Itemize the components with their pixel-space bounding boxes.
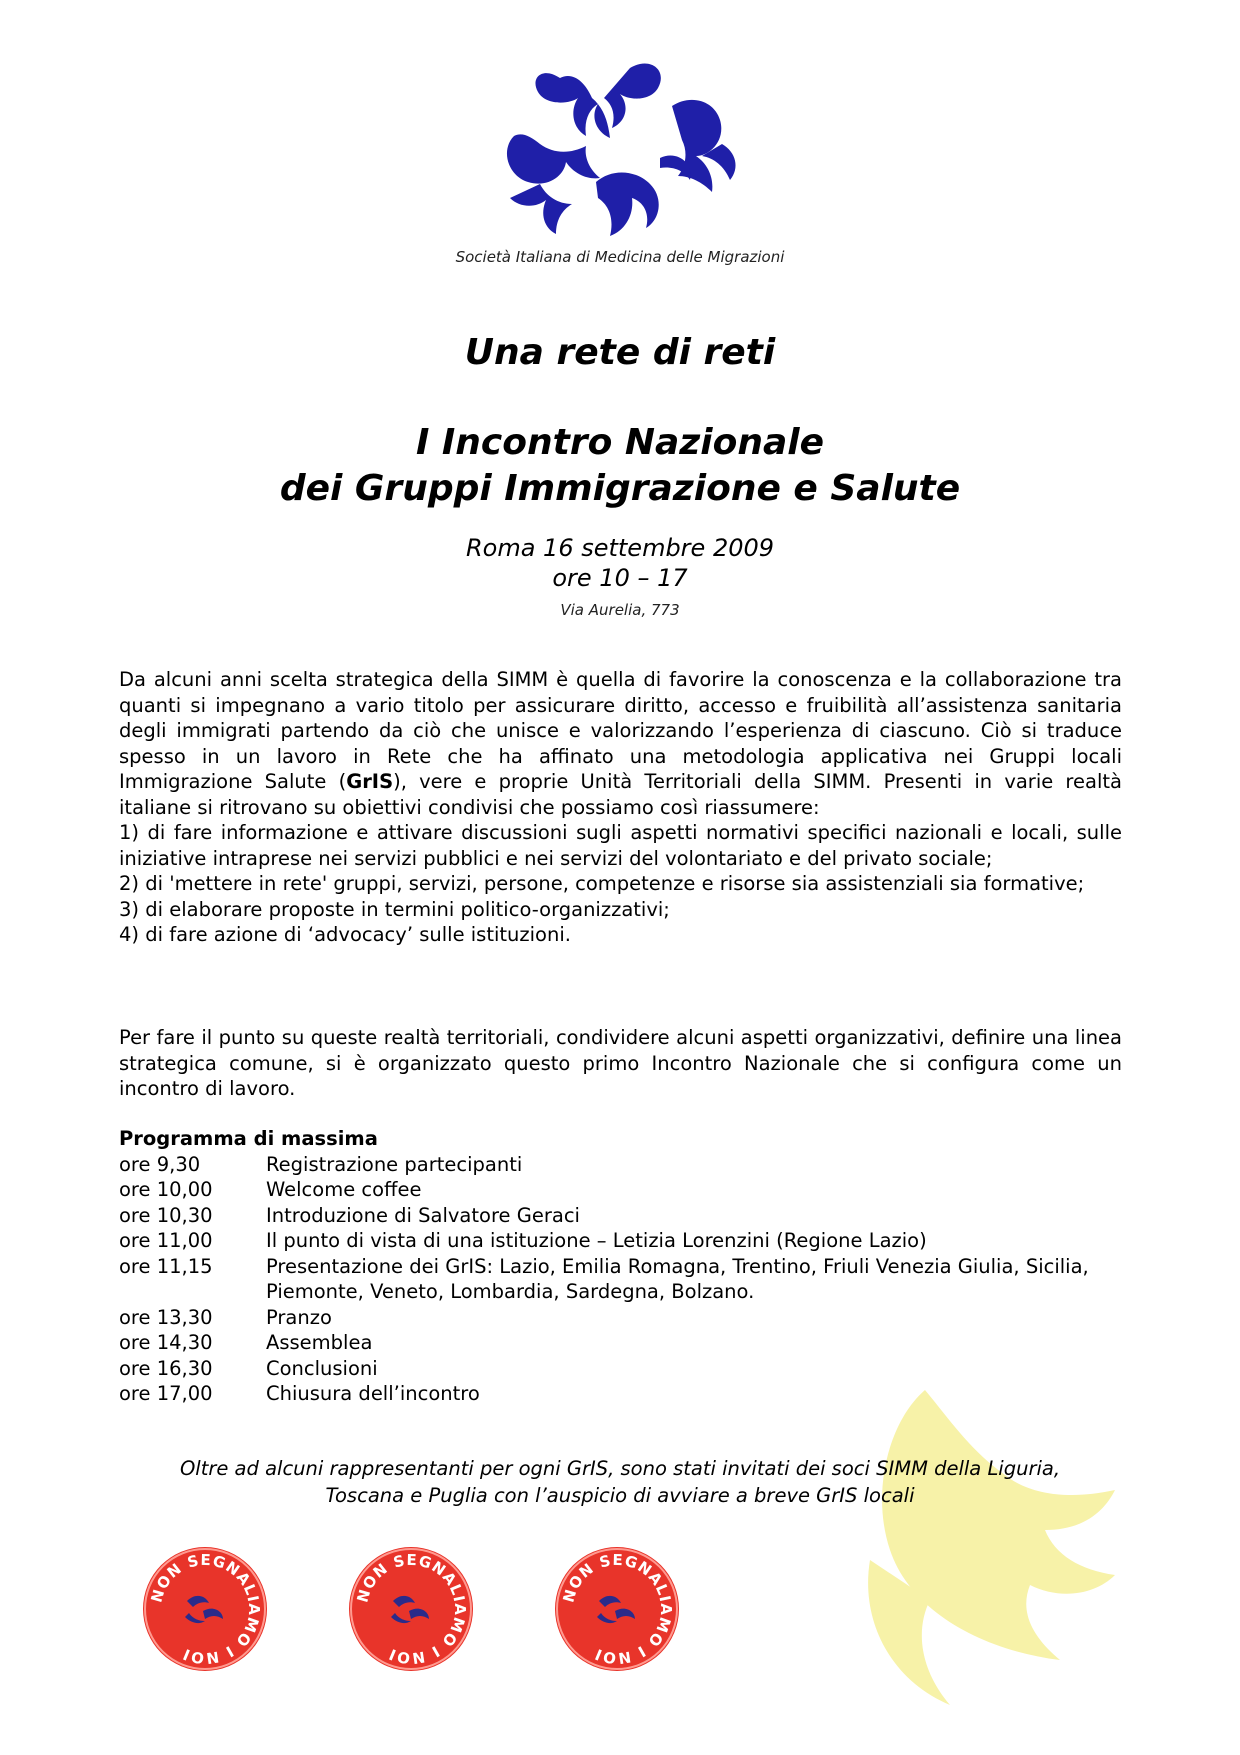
page-title: Una rete di reti bbox=[464, 332, 776, 373]
program-row bbox=[119, 1228, 1139, 1254]
intro-section bbox=[119, 667, 1122, 948]
program-activity: Pranzo bbox=[266, 1305, 332, 1329]
objective-item: 2) di 'mettere in rete' gruppi, servizi, persone, competenze e risorse sia assistenziali sia formative; bbox=[119, 872, 1085, 895]
objective-item: 1) di fare informazione e attivare discussioni sugli aspetti normativi specifici nazionali e locali, sulle iniziative intraprese nei servizi pubblici e nei servizi del volontariato e del privato sociale; bbox=[119, 821, 1122, 870]
note-line-1: Oltre ad alcuni rappresentanti per ogni GrIS, sono stati invitati dei soci SIMM della Liguria, bbox=[179, 1457, 1061, 1480]
program-time: ore 11,15 bbox=[119, 1254, 213, 1278]
program-row bbox=[119, 1254, 1139, 1305]
event-date: Roma 16 settembre 2009 bbox=[465, 534, 775, 562]
event-time: ore 10 – 17 bbox=[552, 564, 688, 592]
gris-acronym: GrIS bbox=[346, 770, 394, 793]
swallows-logo-icon bbox=[500, 58, 740, 243]
event-title-line-2: dei Gruppi Immigrazione e Salute bbox=[279, 468, 961, 509]
closing-section bbox=[119, 1025, 1122, 1102]
intro-paragraph bbox=[119, 667, 1122, 820]
no-report-stamp-icon bbox=[553, 1545, 681, 1673]
program-activity: Welcome coffee bbox=[266, 1178, 422, 1201]
program-time: ore 10,00 bbox=[119, 1178, 213, 1201]
program-title: Programma di massima bbox=[119, 1127, 378, 1150]
program-activity: Conclusioni bbox=[266, 1356, 378, 1380]
program-activity: Presentazione dei GrIS: Lazio, Emilia Romagna, Trentino, Friuli Venezia Giulia, Sicilia, Piemonte, Veneto, Lombardia, Sardegna, Bolzano. bbox=[266, 1254, 1089, 1303]
swallow-watermark-icon bbox=[830, 1380, 1120, 1710]
program-time: ore 14,30 bbox=[119, 1331, 213, 1354]
program-row bbox=[119, 1356, 1139, 1382]
program-activity: Registrazione partecipanti bbox=[266, 1152, 523, 1176]
program-row bbox=[119, 1152, 1139, 1178]
program-section bbox=[119, 1126, 1139, 1407]
program-time: ore 10,30 bbox=[119, 1203, 213, 1227]
intro-text-start: Da alcuni anni scelta strategica della SIMM è quella di favorire la conoscenza e la collaborazione tra quanti si impegnano a vario titolo per assicurare diritto, accesso e fruibilità all’assistenza sanitaria degli immigrati partendo da ciò che unisce e valorizzando l’esperienza di ciascuno. Ciò si traduce spesso in un lavoro in Rete che ha affinato una metodologia applicativa nei Gruppi locali Immigrazione Salute ( bbox=[119, 668, 1122, 793]
stamp-text: NON SEGNALIAMO I NOI bbox=[147, 1550, 264, 1668]
program-row bbox=[119, 1203, 1139, 1229]
organization-name: Società Italiana di Medicina delle Migrazioni bbox=[455, 248, 785, 266]
intro-text-end: ), vere e proprie Unità Territoriali della SIMM. Presenti in varie realtà italiane si ritrovano su obiettivi condivisi che possiamo così riassumere: bbox=[119, 770, 1122, 819]
program-time: ore 17,00 bbox=[119, 1382, 213, 1405]
event-title-line-1: I Incontro Nazionale bbox=[415, 422, 824, 463]
program-time: ore 9,30 bbox=[119, 1152, 201, 1176]
stamp-text: NON SEGNALIAMO I NOI bbox=[559, 1550, 676, 1668]
program-activity: Il punto di vista di una istituzione – Letizia Lorenzini (Regione Lazio) bbox=[266, 1229, 927, 1252]
program-row bbox=[119, 1381, 1139, 1407]
objective-item: 4) di fare azione di ‘advocacy’ sulle istituzioni. bbox=[119, 923, 571, 946]
closing-paragraph: Per fare il punto su queste realtà territoriali, condividere alcuni aspetti organizzativi, definire una linea strategica comune, si è organizzato questo primo Incontro Nazionale che si configura come un incontro di lavoro. bbox=[119, 1026, 1122, 1100]
program-time: ore 13,30 bbox=[119, 1305, 213, 1329]
event-address: Via Aurelia, 773 bbox=[560, 601, 680, 619]
note-line-2: Toscana e Puglia con l’auspicio di avviare a breve GrIS locali bbox=[325, 1484, 915, 1507]
program-time: ore 11,00 bbox=[119, 1229, 213, 1252]
program-row bbox=[119, 1177, 1139, 1203]
stamp-text: NON SEGNALIAMO I NOI bbox=[353, 1550, 470, 1668]
program-activity: Chiusura dell’incontro bbox=[266, 1382, 480, 1405]
invitation-note bbox=[120, 1455, 1120, 1509]
program-time: ore 16,30 bbox=[119, 1356, 213, 1380]
no-report-stamp-icon bbox=[347, 1545, 475, 1673]
program-activity: Introduzione di Salvatore Geraci bbox=[266, 1203, 580, 1227]
program-row bbox=[119, 1330, 1139, 1356]
no-report-stamp-icon bbox=[141, 1545, 269, 1673]
objective-item: 3) di elaborare proposte in termini politico-organizzativi; bbox=[119, 897, 670, 921]
program-row bbox=[119, 1305, 1139, 1331]
program-activity: Assemblea bbox=[266, 1331, 373, 1354]
